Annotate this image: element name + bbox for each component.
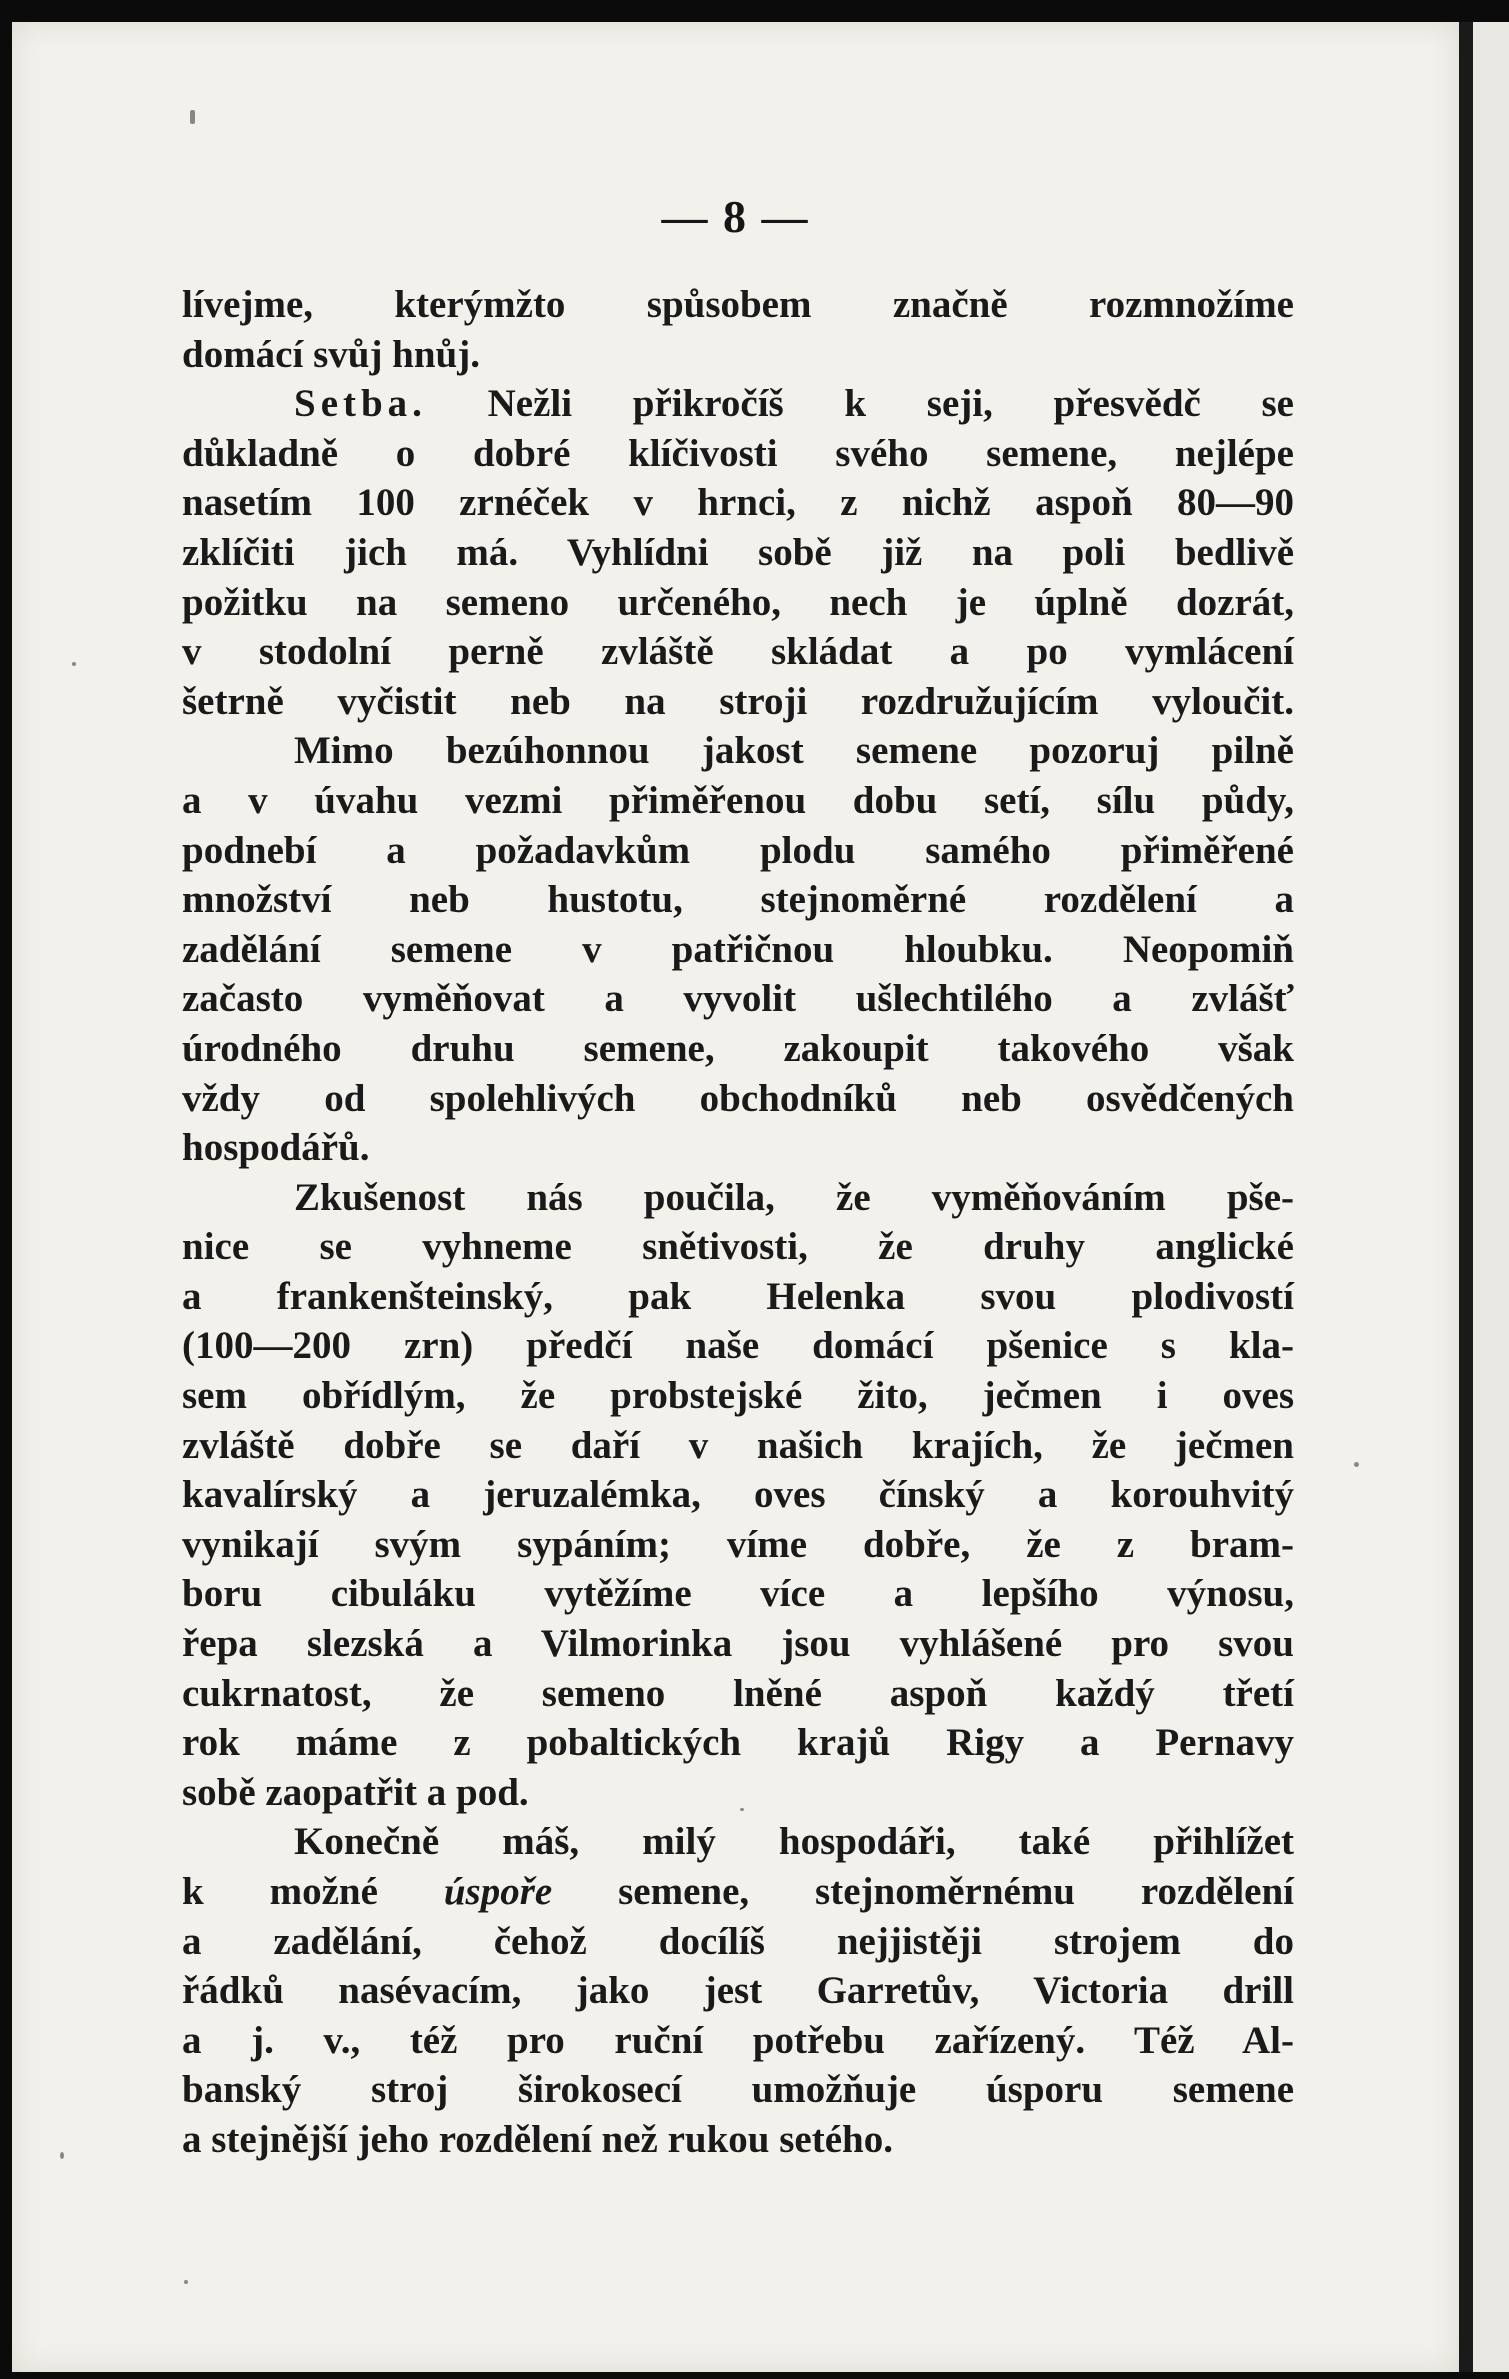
line-text: a v úvahu vezmi přiměřenou dobu setí, sílu půdy, [182,778,1294,822]
text-line [182,1421,1294,1471]
text-line [182,1669,1294,1719]
line-text: kavalírský a jeruzalémka, oves čínský a korouhvitý [182,1473,1294,1517]
line-text: důkladně o dobré klíčivosti svého semene, nejlépe [182,431,1294,475]
line-text: vždy od spolehlivých obchodníků neb osvědčených [182,1076,1294,1120]
text-line [182,578,1294,628]
text-line [182,330,1294,380]
text-line [182,1470,1294,1520]
text-line [182,1520,1294,1570]
section-heading: Setba. [294,382,427,426]
line-text: požitku na semeno určeného, nech je úplně dozrát, [182,580,1294,624]
paper-speck [184,2280,188,2284]
line-text: zklíčiti jich má. Vyhlídni sobě již na poli bedlivě [182,530,1294,574]
text-line [182,974,1294,1024]
text-line [182,875,1294,925]
emphasized-word: úspoře [443,1870,553,1913]
line-text: cukrnatost, že semeno lněné aspoň každý třetí [182,1671,1294,1715]
line-fragment: k možné [182,1870,444,1913]
line-text: nasetím 100 zrnéček v hrnci, z nichž aspoň 80—90 [182,481,1294,525]
line-text: banský stroj širokosecí umožňuje úsporu semene [182,2068,1294,2112]
text-line [182,1718,1294,1768]
text-line [182,677,1294,727]
line-text: domácí svůj hnůj. [182,332,480,376]
page-number: — 8 — [661,191,810,242]
line-text: Konečně máš, milý hospodáři, také přihlížet [294,1820,1294,1864]
line-text: semene, stejnoměrnému rozdělení [552,1870,1294,1913]
line-text: Mimo bezúhonnou jakost semene pozoruj pilně [294,729,1294,773]
next-page-strip [1473,22,1509,2372]
text-line [182,1222,1294,1272]
text-line [182,1569,1294,1619]
paper-speck [72,662,76,666]
line-text: vynikají svým sypáním; víme dobře, že z bram- [182,1522,1294,1566]
line-text: úrodného druhu semene, zakoupit takového však [182,1026,1294,1070]
text-line [182,1272,1294,1322]
line-text: a zadělání, čehož docílíš nejjistěji strojem do [182,1919,1294,1963]
page-edge-shadow [1459,22,1473,2372]
line-text: množství neb hustotu, stejnoměrné rozdělení a [182,878,1294,922]
text-line [182,1817,1294,1867]
text-line [182,2115,1294,2165]
text-line [182,1024,1294,1074]
text-line [182,1371,1294,1421]
line-text: sem obřídlým, že probstejské žito, ječmen i oves [182,1374,1294,1418]
text-line [182,478,1294,528]
text-line [182,2065,1294,2115]
text-line [182,627,1294,677]
line-text: začasto vyměňovat a vyvolit ušlechtilého a zvlášť [182,977,1294,1021]
body-text [182,280,1294,2165]
line-text: zadělání semene v patřičnou hloubku. Neopomiň [182,927,1294,971]
text-line [182,1074,1294,1124]
line-text: boru cibuláku vytěžíme více a lepšího výnosu, [182,1572,1294,1616]
text-line [182,1917,1294,1967]
text-line [182,1768,1294,1818]
line-text: nice se vyhneme snětivosti, že druhy anglické [182,1225,1294,1269]
text-line [182,1966,1294,2016]
line-text: (100—200 zrn) předčí naše domácí pšenice s kla- [182,1324,1294,1368]
line-text: Zkušenost nás poučila, že vyměňováním pše- [294,1175,1294,1219]
line-text: lívejme, kterýmžto spůsobem značně rozmnožíme [182,283,1294,326]
text-line [182,1173,1294,1223]
text-line [182,379,1294,429]
line-text: rok máme z pobaltických krajů Rigy a Pernavy [182,1721,1294,1765]
text-line [182,1867,1294,1917]
line-text: a stejnější jeho rozdělení než rukou setého. [182,2117,893,2161]
line-text: šetrně vyčistit neb na stroji rozdružujícím vyloučit. [182,679,1294,723]
text-line [182,2016,1294,2066]
paper-speck [740,1808,744,1811]
line-text: a j. v., též pro ruční potřebu zařízený. Též Al- [182,2018,1294,2062]
paper-speck [60,2152,64,2159]
text-line [182,826,1294,876]
line-text: hospodářů. [182,1126,370,1170]
text-line [182,528,1294,578]
line-text: Nežli přikročíš k seji, přesvědč se [426,382,1294,426]
line-text: řádků nasévacím, jako jest Garretův, Victoria drill [182,1969,1294,2013]
text-line [182,925,1294,975]
line-text: sobě zaopatřit a pod. [182,1770,529,1814]
text-line [182,1321,1294,1371]
line-text: řepa slezská a Vilmorinka jsou vyhlášené pro svou [182,1622,1294,1666]
text-line [182,429,1294,479]
text-line [182,1619,1294,1669]
paper-speck [190,110,195,124]
text-line [182,776,1294,826]
paper-speck [1354,1462,1359,1467]
text-line [182,726,1294,776]
line-text: podnebí a požadavkům plodu samého přiměřené [182,828,1294,872]
line-text: v stodolní perně zvláště skládat a po vymlácení [182,630,1294,674]
line-text: zvláště dobře se daří v našich krajích, že ječmen [182,1423,1294,1467]
book-page [12,22,1459,2372]
text-line [182,1123,1294,1173]
text-line [182,280,1294,330]
line-text: a frankenšteinský, pak Helenka svou plodivostí [182,1274,1294,1318]
